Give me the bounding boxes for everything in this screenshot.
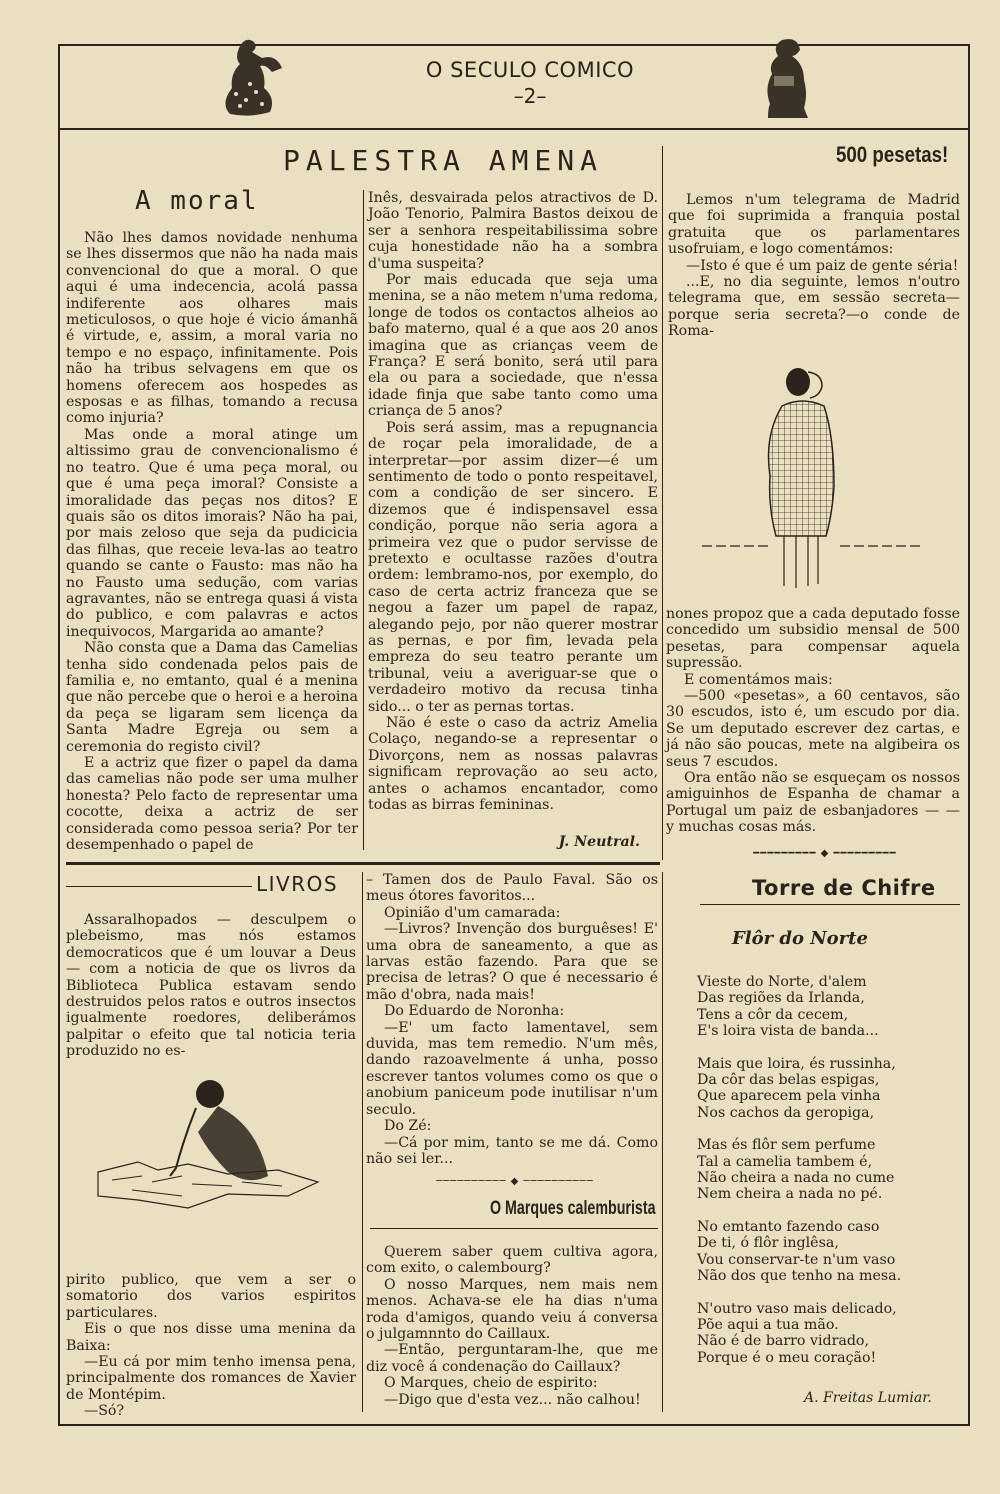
pesetas-bottom-text [666, 606, 960, 836]
a-moral-subheading: A moral [135, 186, 259, 216]
livros-heading: LIVROS [256, 872, 339, 896]
column-divider [363, 190, 364, 850]
column-divider [662, 872, 663, 1412]
palestra-column-1 [66, 230, 358, 853]
paragraph: Assaralhopados — desculpem o plebeismo, mas nós estamos democraticos que é um louvar a Deus — com a noticia de que os livros da Biblioteca Publica estavam sendo destruidos pelos ratos e outros insectos igualmente roedores, deliberámos palpitar o efeito que tal noticia teria produzido no es- [66, 912, 356, 1060]
poem-line: Porque é o meu coração! [697, 1349, 877, 1366]
poem-line: Nem cheira a nada no pé. [697, 1186, 883, 1203]
poem-line: Não é de barro vidrado, [697, 1333, 869, 1350]
pesetas-heading: 500 pesetas! [836, 142, 949, 167]
ornamental-divider: ────────── ◆ ────────── [436, 1176, 594, 1187]
paragraph: Lemos n'um telegrama de Madrid que foi suprimida a franquia postal gratuita que os parlamentares usofruiam, e logo comentámos: [668, 192, 960, 258]
paragraph: Opinião d'um camarada: [384, 904, 561, 921]
poem-line: Não dos que tenho na mesa. [697, 1268, 902, 1285]
poem-line: Tal a camelia tambem é, [697, 1153, 873, 1170]
poem-stanza [697, 1301, 901, 1367]
paragraph: O Marques, cheio de espirito: [384, 1375, 598, 1392]
poem-title: Flôr do Norte [732, 928, 868, 949]
ornamental-divider: ━━━━━━━━━ ◆ ━━━━━━━━━ [753, 848, 897, 859]
livros-column-1-top [66, 912, 356, 1060]
heading-rule [66, 886, 252, 887]
paragraph: Não lhes damos novidade nenhuma se lhes dissermos que não ha nada mais convencional do que a moral. O que aqui é uma indecencia, acolá passa indiferente aos olhares mais meticulosos, o que hoje é vicio ámanhã é virtude, e, assim, a moral varia no tempo e no espaço, infinitamente. Pois não ha tribus selvagens em que os homens oferecem aos hospedes as esposas e as filhas, tomando a recusa como injuria? [66, 230, 358, 427]
poem-line: E's loira vista de banda... [697, 1023, 879, 1040]
poem-line: Das regiões da Irlanda, [697, 990, 865, 1007]
poem [697, 974, 901, 1382]
poem-stanza [697, 974, 901, 1040]
poem-stanza [697, 1219, 901, 1285]
paragraph: E a actriz que fizer o papel da dama das camelias não pode ser uma mulher honesta? Pelo facto de representar uma cocotte, deixa a actriz de ser considerada como pessoa seria? Por ter desempenhado o papel de [66, 755, 358, 854]
paragraph: —Digo que d'esta vez... não calhou! [384, 1391, 641, 1408]
paragraph: pirito publico, que vem a ser o somatorio dos varios espiritos particulares. [66, 1272, 356, 1321]
column-divider [662, 146, 663, 860]
man-reading-books-illustration [92, 1072, 332, 1272]
paragraph: Querem saber quem cultiva agora, com exito, o calembourg? [366, 1244, 658, 1277]
paragraph: Do Zé: [384, 1118, 432, 1135]
paragraph: —500 «pesetas», a 60 centavos, são 30 escudos, isto é, um escudo por dia. Se um deputado escrever dez cartas, e já não são poucas, mete na algibeira os seus 7 escudos. [666, 688, 960, 770]
marques-text [366, 1244, 658, 1408]
paragraph: —Então, perguntaram-lhe, que me diz você á condenação do Caillaux? [366, 1342, 658, 1375]
paragraph: O nosso Marques, nem mais nem menos. Achava-se ele ha dias n'uma roda d'amigos, quando veiu á conversa o julgamnnto do Caillaux. [366, 1276, 658, 1343]
paragraph: Por mais educada que seja uma menina, se a não metem n'uma redoma, longe de todos os contactos alheios ao bafo materno, qual é a que aos 20 anos imagina que as crianças veem de França? E será bonito, será util para ela ou para a sociedade, que n'essa idade finja que sabe tanto como uma criança de 5 anos? [368, 272, 658, 420]
livros-column-1-bottom [66, 1272, 356, 1420]
pesetas-top-text [668, 192, 960, 340]
paragraph: Mas onde a moral atinge um altissimo grau de convencionalismo é no teatro. Que é uma peça moral, ou que é uma peça imoral? Consiste a imoralidade das peças nos ditos? E quais são os ditos imorais? Não ha pai, por mais zeloso que seja da pudicicia das filhas, que receie leva-las ao teatro quando se cante o Fausto: mas não ha no Fausto uma sedução, com varias agravantes, não se entrega quasi á vista do publico, e com palavras e actos inequivocos, Margarida ao amante? [66, 426, 358, 640]
paragraph: —Cá por mim, tanto se me dá. Como não sei ler... [366, 1134, 658, 1167]
poem-line: Põe aqui a tua mão. [697, 1316, 839, 1333]
paragraph: —Livros? Invenção dos burguêses! E' uma obra de saneamento, a que as larvas estão fazendo. Para que se precisa de letras? O que é necessario é mão d'obra, nada mais! [366, 921, 658, 1003]
paragraph: Não consta que a Dama das Camelias tenha sido condenada pelos pais de familia e, no emtanto, qual é a menina que não percebe que o heroi e a heroina da peça se ligaram sem licença da Santa Madre Egreja ou sem a ceremonia do registo civil? [66, 640, 358, 755]
poem-line: Não cheira a nada no cume [697, 1170, 895, 1187]
palestra-column-2 [368, 190, 658, 813]
poem-line: Da côr das belas espigas, [697, 1072, 880, 1089]
paragraph: Do Eduardo de Noronha: [384, 1003, 565, 1020]
author-signature: J. Neutral. [558, 834, 640, 850]
paragraph: —Só? [84, 1403, 125, 1420]
frame-top-rule [58, 44, 970, 46]
poem-line: Tens a côr da cecem, [697, 1006, 849, 1023]
paragraph: —Eu cá por mim tenho imensa pena, principalmente dos romances de Xavier de Montépim. [66, 1354, 356, 1403]
paragraph: Ora então não se esqueçam os nossos amiguinhos de Espanha de chamar a Portugal um paiz de esbanjadores — — y muchas cosas más. [666, 770, 960, 836]
frame-right-rule [968, 44, 970, 1424]
paragraph: nones propoz que a cada deputado fosse concedido um subsidio mensal de 500 pesetas, para compensar aquela supressão. [666, 606, 960, 672]
frame-bottom-rule [58, 1424, 970, 1426]
deputy-standing-illustration [700, 362, 930, 602]
heading-rule [700, 904, 960, 905]
poem-line: Que aparecem pela vinha [697, 1088, 881, 1105]
livros-column-2 [366, 872, 658, 1167]
newspaper-title: O SECULO COMICO [425, 58, 635, 82]
header-rule [58, 128, 970, 130]
paragraph: —Isto é que é um paiz de gente séria! [686, 257, 959, 274]
poem-line: Mas és flôr sem perfume [697, 1137, 876, 1154]
dancing-figure-illustration [210, 34, 290, 118]
standing-figure-illustration [762, 36, 812, 120]
torre-de-chifre-heading: Torre de Chifre [752, 876, 936, 900]
paragraph: – Tamen dos de Paulo Faval. São os meus ótores favoritos... [366, 872, 658, 905]
poem-line: N'outro vaso mais delicado, [697, 1300, 897, 1317]
paragraph: E comentámos mais: [684, 671, 833, 688]
poem-line: No emtanto fazendo caso [697, 1218, 880, 1235]
marques-heading: O Marques calemburista [490, 1198, 656, 1219]
frame-left-rule [58, 44, 60, 1424]
paragraph: Pois será assim, mas a repugnancia de roçar pela imoralidade, de a interpretar—por assim dizer—é um sentimento de todo o ponto respeitavel, com a condição de ser sincero. E dizemos que é indispensavel essa condição, porque não seria agora a primeira vez que o pudor servisse de pretexto e ocultasse razões d'outra ordem: lembramo-nos, por exemplo, do caso de certa actriz franceza que se negou a fazer um papel de rapaz, alegando pejo, por não querer mostrar as pernas, e por fim, levada pela empreza do seu teatro perante um tribunal, veiu a averiguar-se que o verdadeiro motivo da recusa tinha sido... o ter as pernas tortas. [368, 419, 658, 715]
poem-line: Vou conservar-te n'um vaso [697, 1251, 896, 1268]
poem-signature: A. Freitas Lumiar. [804, 1390, 932, 1406]
poem-line: Nos cachos da geropiga, [697, 1104, 875, 1121]
poem-line: Vieste do Norte, d'alem [697, 974, 867, 990]
section-divider [66, 862, 660, 865]
poem-line: De ti, ó flôr inglêsa, [697, 1235, 839, 1252]
heading-rule [370, 1228, 658, 1229]
page-number: –2– [513, 84, 547, 108]
palestra-amena-heading: PALESTRA AMENA [282, 144, 603, 177]
paragraph: —E' um facto lamentavel, sem duvida, mas tem remedio. N'um mês, dando razoavelmente á unha, posso escrever tantos volumes como os que o anobium paniceum pode inutilisar n'um seculo. [366, 1019, 658, 1118]
poem-stanza [697, 1137, 901, 1203]
paragraph: Não é este o caso da actriz Amelia Colaço, negando-se a representar o Divorçons, nem as nossas palavras significam reprovação ao seu acto, antes o achamos encantador, como todas as birras femininas. [368, 715, 658, 814]
paragraph: Inês, desvairada pelos atractivos de D. João Tenorio, Palmira Bastos deixou de ser a senhora respeitabilissima sobre cuja honestidade não ha a sombra d'uma suspeita? [368, 190, 658, 272]
paragraph: ...E, no dia seguinte, lemos n'outro telegrama que, em sessão secreta—porque seria secreta?—o conde de Roma- [668, 274, 960, 340]
column-divider [362, 872, 363, 1412]
poem-stanza [697, 1056, 901, 1122]
palestra-signature-block [368, 834, 658, 850]
poem-line: Mais que loira, és russinha, [697, 1055, 896, 1072]
masthead [330, 58, 730, 108]
paragraph: Eis o que nos disse uma menina da Baixa: [66, 1321, 356, 1354]
